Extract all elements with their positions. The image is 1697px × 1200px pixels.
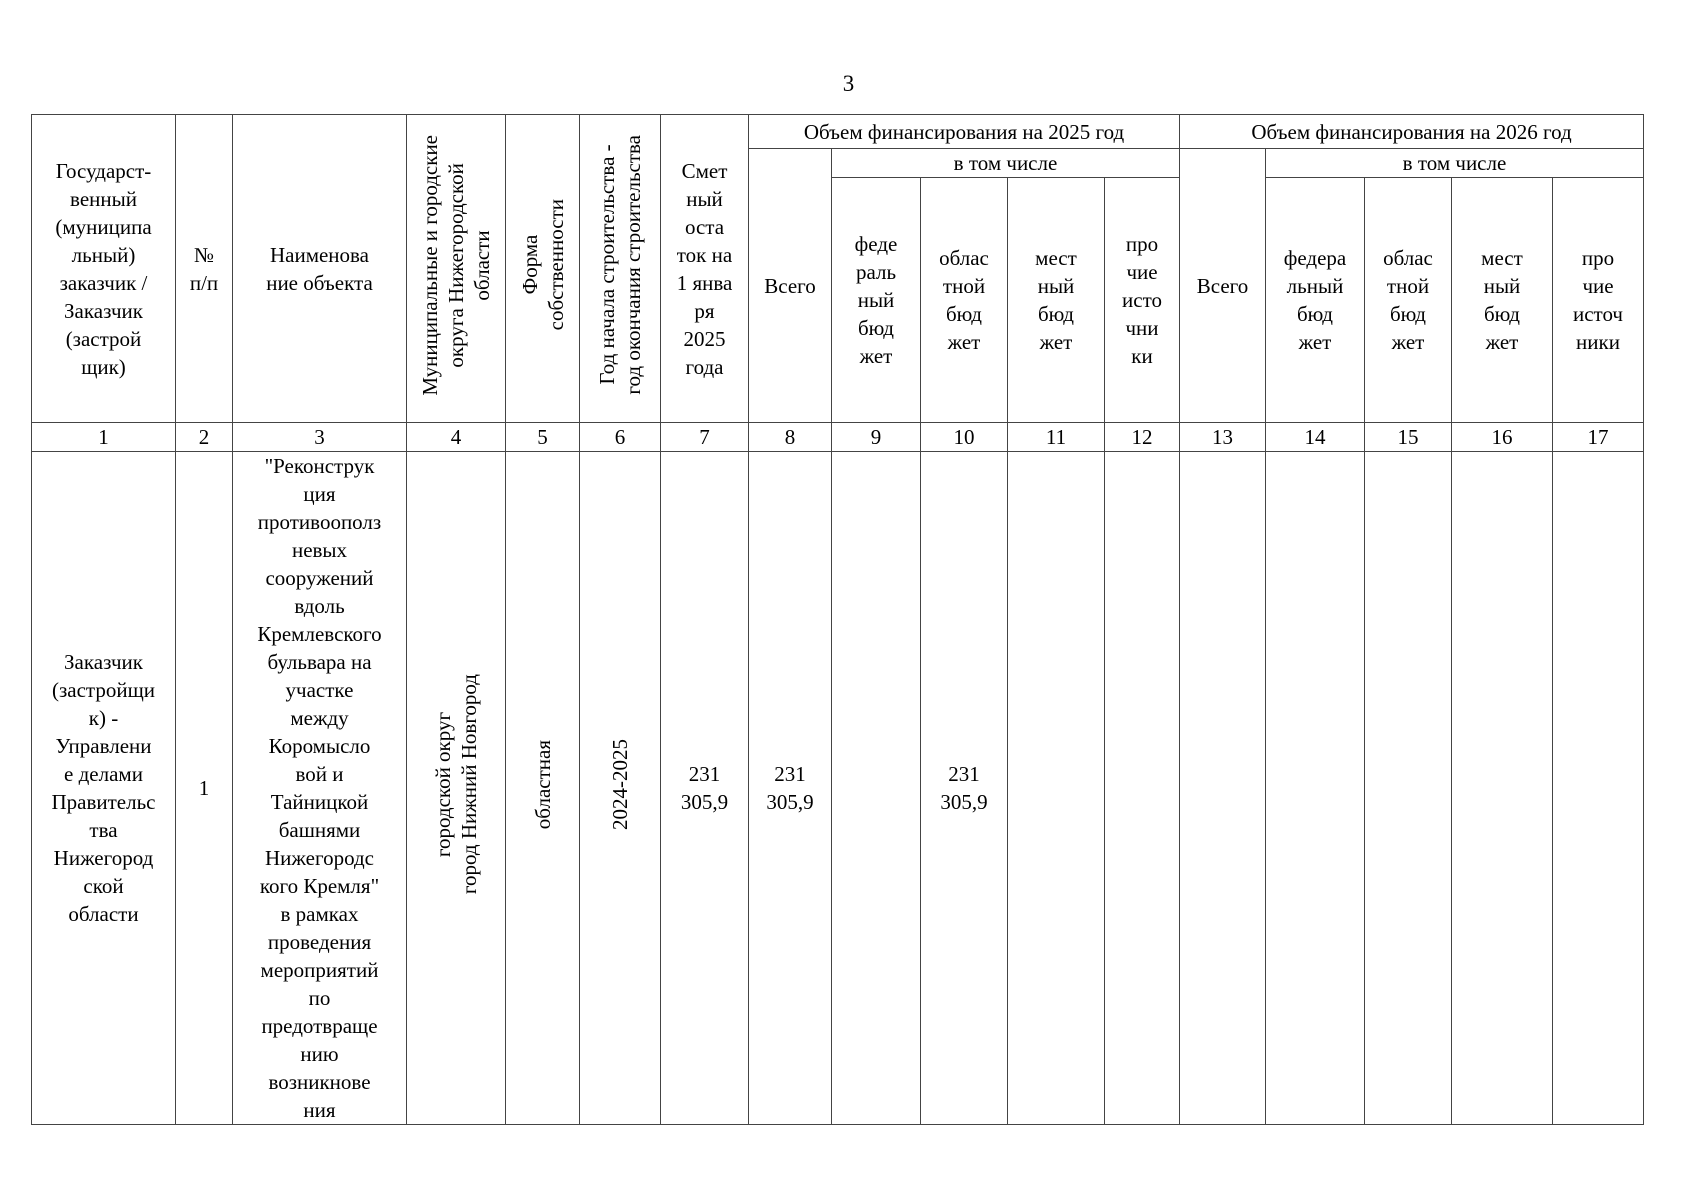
row-years: 2024-2025 bbox=[608, 739, 632, 830]
row-other-2025 bbox=[1105, 452, 1180, 1125]
header-funding-2026: Объем финансирования на 2026 год bbox=[1180, 115, 1644, 149]
row-object-name: "Реконструк ция противоополз невых сооружений вдоль Кремлевского бульвара на участке между Коромысло вой и Тайницкой башнями Нижегородс кого Кремля" в рамках проведения мероприятий по предотвраще нию возникнове ния bbox=[233, 452, 407, 1125]
header-years: Год начала строительства - год окончания строительства bbox=[595, 135, 645, 395]
column-number: 8 bbox=[749, 423, 832, 452]
header-local-2025: мест ный бюд жет bbox=[1008, 178, 1105, 423]
column-number: 10 bbox=[921, 423, 1008, 452]
column-number: 7 bbox=[661, 423, 749, 452]
header-customer: Государст- венный (муниципа льный) заказчик / Заказчик (застрой щик) bbox=[32, 115, 176, 423]
row-federal-2026 bbox=[1266, 452, 1365, 1125]
column-number: 3 bbox=[233, 423, 407, 452]
header-regional-2026: облас тной бюд жет bbox=[1365, 178, 1452, 423]
header-balance: Смет ный оста ток на 1 янва ря 2025 года bbox=[661, 115, 749, 423]
row-ownership-cell bbox=[506, 452, 580, 1125]
header-years-cell bbox=[580, 115, 661, 423]
header-federal-2025: феде раль ный бюд жет bbox=[832, 178, 921, 423]
row-local-2026 bbox=[1452, 452, 1553, 1125]
column-number: 13 bbox=[1180, 423, 1266, 452]
row-num: 1 bbox=[176, 452, 233, 1125]
row-federal-2025 bbox=[832, 452, 921, 1125]
row-years-cell bbox=[580, 452, 661, 1125]
header-including-2025: в том числе bbox=[832, 149, 1180, 178]
header-local-2026: мест ный бюд жет bbox=[1452, 178, 1553, 423]
column-number: 15 bbox=[1365, 423, 1452, 452]
header-ownership: Форма собственности bbox=[517, 199, 568, 331]
row-customer: Заказчик (застройщи к) - Управлени е делами Правительс тва Нижегород ской области bbox=[32, 452, 176, 1125]
column-number: 1 bbox=[32, 423, 176, 452]
row-municipality: городской округ город Нижний Новгород bbox=[431, 674, 481, 895]
header-total-2025: Всего bbox=[749, 149, 832, 423]
header-ownership-cell bbox=[506, 115, 580, 423]
column-number-row bbox=[32, 423, 1644, 452]
row-balance: 231 305,9 bbox=[661, 452, 749, 1125]
column-number: 16 bbox=[1452, 423, 1553, 452]
column-number: 12 bbox=[1105, 423, 1180, 452]
column-number: 6 bbox=[580, 423, 661, 452]
table-row bbox=[32, 452, 1644, 1125]
header-num: № п/п bbox=[176, 115, 233, 423]
column-number: 11 bbox=[1008, 423, 1105, 452]
column-number: 5 bbox=[506, 423, 580, 452]
header-row-1 bbox=[32, 115, 1644, 149]
column-number: 4 bbox=[407, 423, 506, 452]
header-including-2026: в том числе bbox=[1266, 149, 1644, 178]
header-municipality: Муниципальные и городские округа Нижегородской области bbox=[418, 134, 494, 396]
column-number: 2 bbox=[176, 423, 233, 452]
column-number: 14 bbox=[1266, 423, 1365, 452]
header-regional-2025: облас тной бюд жет bbox=[921, 178, 1008, 423]
header-federal-2026: федера льный бюд жет bbox=[1266, 178, 1365, 423]
header-other-2026: про чие источ ники bbox=[1553, 178, 1644, 423]
header-other-2025: про чие исто чни ки bbox=[1105, 178, 1180, 423]
row-total-2025: 231 305,9 bbox=[749, 452, 832, 1125]
column-number: 17 bbox=[1553, 423, 1644, 452]
row-regional-2026 bbox=[1365, 452, 1452, 1125]
header-funding-2025: Объем финансирования на 2025 год bbox=[749, 115, 1180, 149]
page-number: 3 bbox=[842, 71, 855, 96]
row-local-2025 bbox=[1008, 452, 1105, 1125]
row-total-2026 bbox=[1180, 452, 1266, 1125]
header-total-2026: Всего bbox=[1180, 149, 1266, 423]
column-number: 9 bbox=[832, 423, 921, 452]
row-regional-2025: 231 305,9 bbox=[921, 452, 1008, 1125]
header-object-name: Наименова ние объекта bbox=[233, 115, 407, 423]
row-other-2026 bbox=[1553, 452, 1644, 1125]
row-municipality-cell bbox=[407, 452, 506, 1125]
header-municipality-cell bbox=[407, 115, 506, 423]
row-ownership: областная bbox=[530, 739, 555, 830]
funding-table bbox=[31, 114, 1644, 1125]
